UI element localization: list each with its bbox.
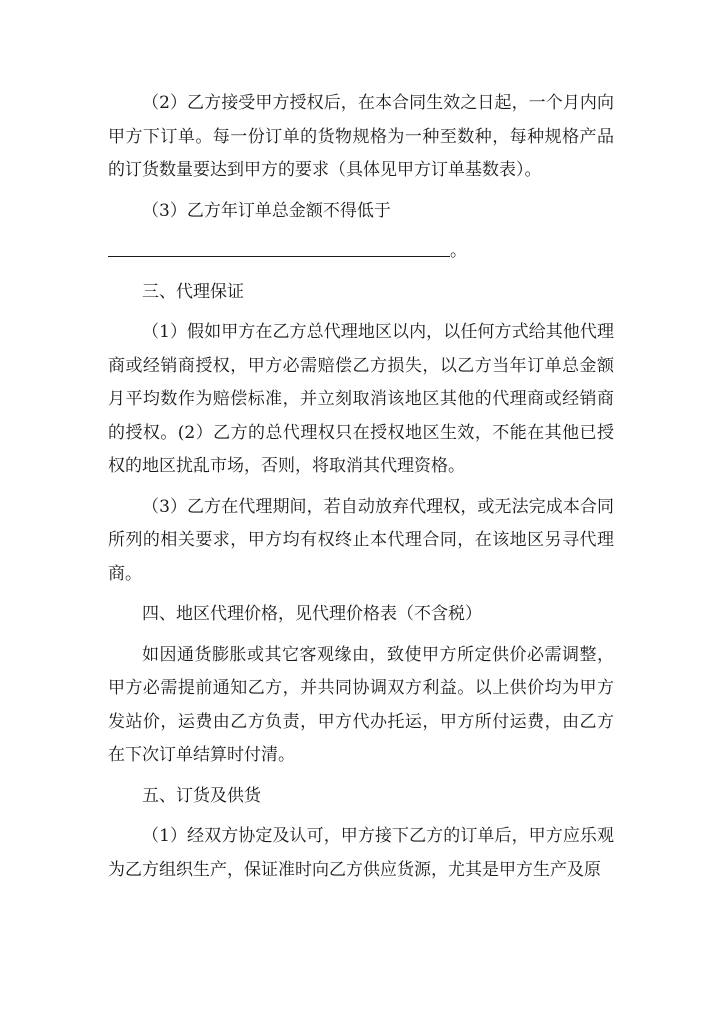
paragraph-supply-clause-1: （1）经双方协定及认可，甲方接下乙方的订单后，甲方应乐观为乙方组织生产，保证准时向乙方供应货源，尤其是甲方生产及原 xyxy=(108,826,614,880)
blank-underline xyxy=(108,242,450,257)
document-body xyxy=(108,87,614,894)
section-heading-regional-price: 四、地区代理价格，见代理价格表（不含税） xyxy=(142,604,482,624)
fill-in-blank-line xyxy=(108,235,614,269)
paragraph-price-adjustment: 如因通货膨胀或其它客观缘由，致使甲方所定供价必需调整，甲方必需提前通知乙方，并共同协调双方利益。以上供价均为甲方发站价，运费由乙方负责，甲方代办托运，甲方所付运费，由乙方在下次订单结算时付清。 xyxy=(108,644,614,765)
paragraph-guarantee-clause-3: （3）乙方在代理期间，若自动放弃代理权，或无法完成本合同所列的相关要求，甲方均有权终止本代理合同，在该地区另寻代理商。 xyxy=(108,496,614,584)
paragraph-guarantee-clause-1-2: （1）假如甲方在乙方总代理地区以内，以任何方式给其他代理商或经销商授权，甲方必需赔偿乙方损失，以乙方当年订单总金额月平均数作为赔偿标准，并立刻取消该地区其他的代理商或经销商的授权。(2）乙方的总代理权只在授权地区生效，不能在其他已授权的地区扰乱市场，否则，将取消其代理资格。 xyxy=(108,322,614,476)
paragraph-clause-2-order-placement: （2）乙方接受甲方授权后，在本合同生效之日起，一个月内向甲方下订单。每一份订单的货物规格为一种至数种，每种规格产品的订货数量要达到甲方的要求（具体见甲方订单基数表）。 xyxy=(108,93,614,180)
paragraph-clause-3-minimum-amount: （3）乙方年订单总金额不得低于 xyxy=(142,200,391,221)
section-heading-agency-guarantee: 三、代理保证 xyxy=(142,281,244,302)
blank-end-punctuation: 。 xyxy=(450,241,467,261)
section-heading-ordering-supply: 五、订货及供货 xyxy=(142,785,261,806)
